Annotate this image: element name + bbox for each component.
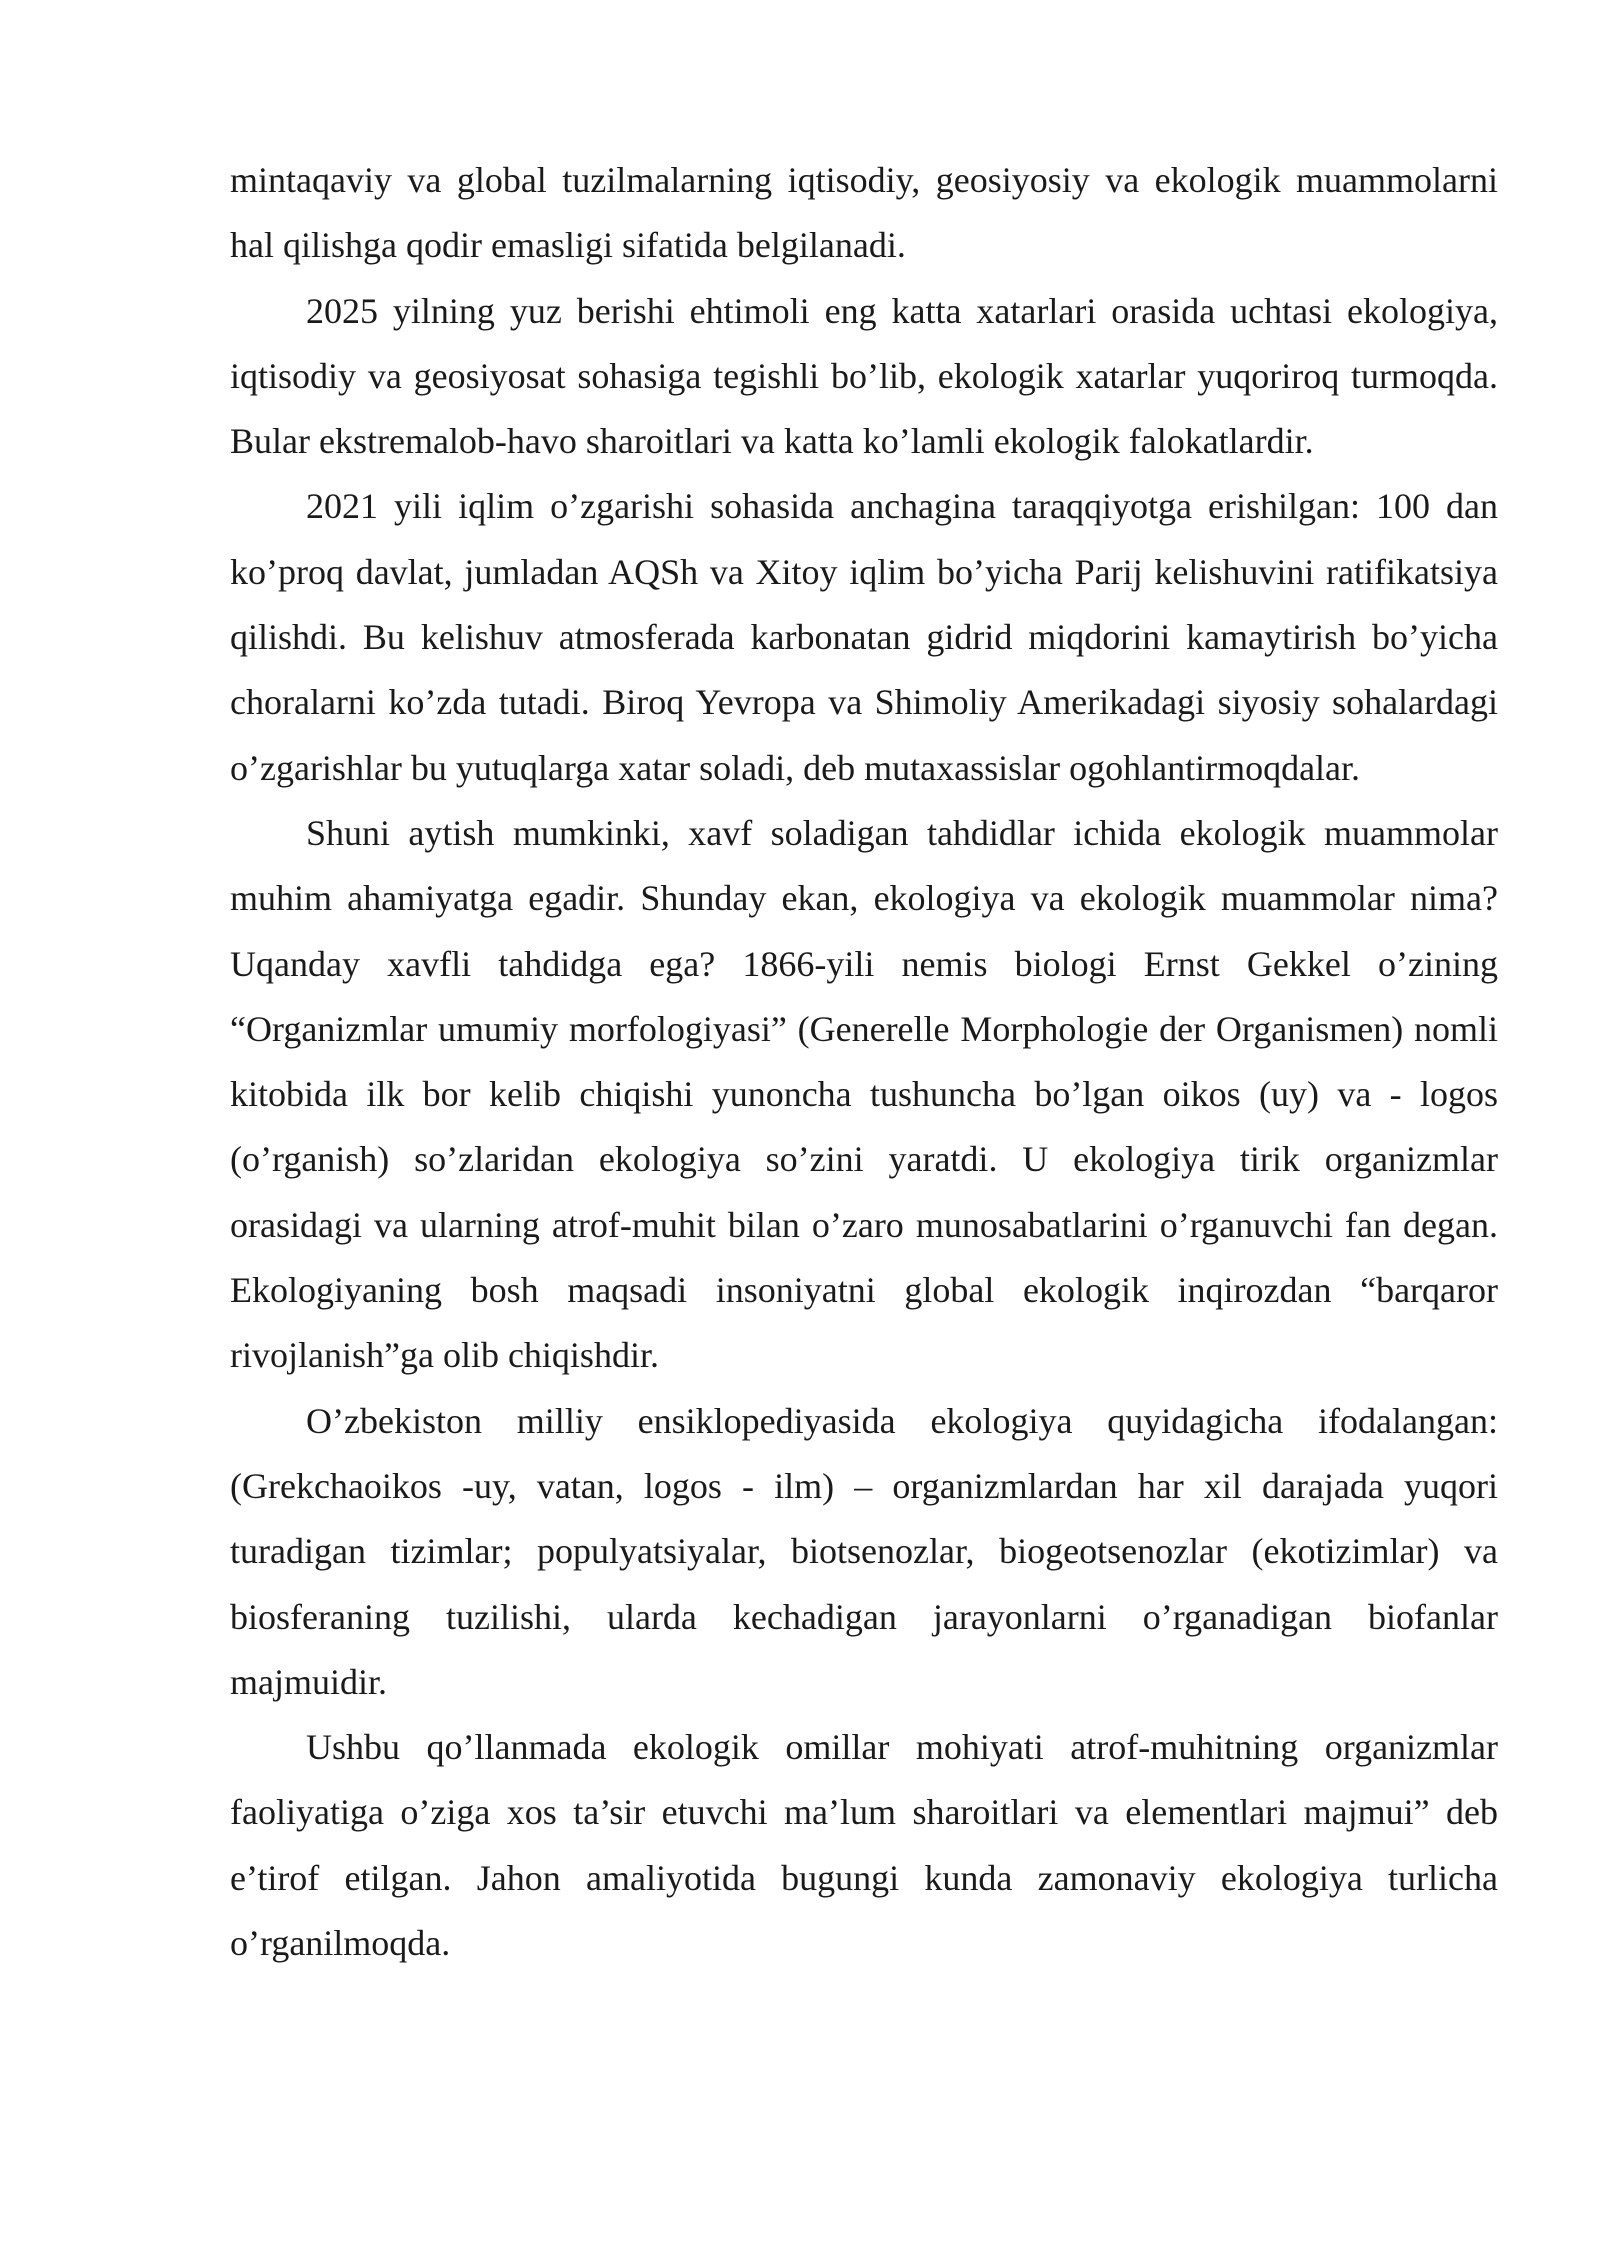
paragraph-climate-2021: 2021 yili iqlim o’zgarishi sohasida anchagina taraqqiyotga erishilgan: 100 dan ko’proq davlat, jumladan AQSh va Xitoy iqlim bo’yicha Parij kelishuvini ratifikatsiya qilishdi. Bu kelishuv atmosferada karbonatan gidrid miqdorini kamaytirish bo’yicha choralarni ko’zda tutadi. Biroq Yevropa va Shimoliy Amerikadagi siyosiy sohalardagi o’zgarishlar bu yutuqlarga xatar soladi, deb mutaxassislar ogohlantirmoqdalar. (230, 486, 1498, 788)
paragraph-manual: Ushbu qo’llanmada ekologik omillar mohiyati atrof-muhitning organizmlar faoliyatiga o’ziga xos ta’sir etuvchi ma’lum sharoitlari va elementlari majmui” deb e’tirof etilgan. Jahon amaliyotida bugungi kunda zamonaviy ekologiya turlicha o’rganilmoqda. (230, 1727, 1498, 1964)
paragraph-risks-2025: 2025 yilning yuz berishi ehtimoli eng katta xatarlari orasida uchtasi ekologiya, iqtisodiy va geosiyosat sohasiga tegishli bo’lib, ekologik xatarlar yuqoriroq turmoqda. Bular ekstremalob-havo sharoitlari va katta ko’lamli ekologik falokatlardir. (230, 290, 1498, 462)
paragraph-continuation: mintaqaviy va global tuzilmalarning iqtisodiy, geosiyosiy va ekologik muammolarni hal qilishga qodir emasligi sifatida belgilanadi. (230, 160, 1498, 266)
paragraph-encyclopedia: O’zbekiston milliy ensiklopediyasida ekologiya quyidagicha ifodalangan: (Grekchaoikos -uy, vatan, logos - ilm) – organizmlardan har xil darajada yuqori turadigan tizimlar; populyatsiyalar, biotsenozlar, biogeotsenozlar (ekotizimlar) va biosferaning tuzilishi, ularda kechadigan jarayonlarni o’rganadigan biofanlar majmuidir. (230, 1400, 1498, 1702)
document-body (230, 148, 1498, 1976)
paragraph-ecology-definition: Shuni aytish mumkinki, xavf soladigan tahdidlar ichida ekologik muammolar muhim ahamiyatga egadir. Shunday ekan, ekologiya va ekologik muammolar nima? Uqanday xavfli tahdidga ega? 1866-yili nemis biologi Ernst Gekkel o’zining “Organizmlar umumiy morfologiyasi” (Generelle Morphologie der Organismen) nomli kitobida ilk bor kelib chiqishi yunoncha tushuncha bo’lgan oikos (uy) va - logos (o’rganish) so’zlaridan ekologiya so’zini yaratdi. U ekologiya tirik organizmlar orasidagi va ularning atrof-muhit bilan o’zaro munosabatlarini o’rganuvchi fan degan. Ekologiyaning bosh maqsadi insoniyatni global ekologik inqirozdan “barqaror rivojlanish”ga olib chiqishdir. (230, 812, 1498, 1376)
